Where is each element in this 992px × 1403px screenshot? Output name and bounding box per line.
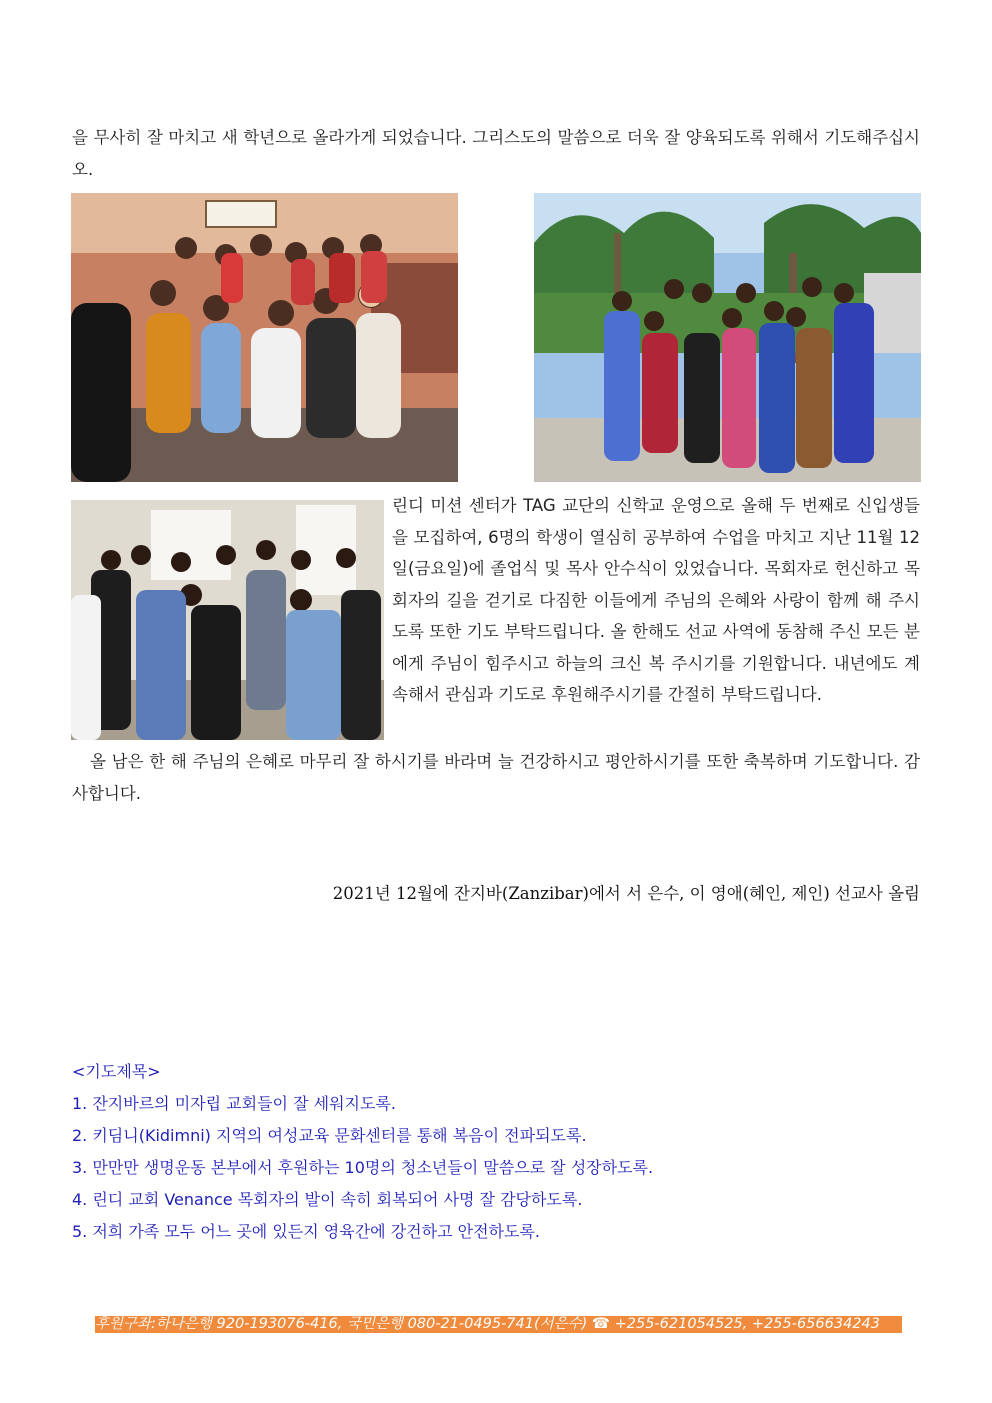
prayer-item: 4. 린디 교회 Venance 목회자의 발이 속히 회복되어 사명 잘 감당하도록. xyxy=(72,1190,583,1209)
photo-ordination-prayer xyxy=(71,500,384,740)
prayer-item: 5. 저희 가족 모두 어느 곳에 있든지 영육간에 강건하고 안전하도록. xyxy=(72,1222,540,1241)
paragraph-seminary: 린디 미션 센터가 TAG 교단의 신학교 운영으로 올해 두 번째로 신입생들을 모집하여, 6명의 학생이 열심히 공부하여 수업을 마치고 지난 11월 12일(금요일)에 졸업식 및 목사 안수식이 있었습니다. 목회자로 헌신하고 목회자의 길을 걷기로 다짐한 이들에게 주님의 은혜와 사랑이 함께 해 주시도록 또한 기도 부탁드립니다. 올 한해도 선교 사역에 동참해 주신 모든 분에게 주님이 힘주시고 하늘의 크신 복 주시기를 기원합니다. 내년에도 계속해서 관심과 기도로 후원해주시기를 간절히 부탁드립니다. xyxy=(392,496,920,704)
photo-women-group xyxy=(71,193,458,482)
paragraph-closing: 올 남은 한 해 주님의 은혜로 마무리 잘 하시기를 바라며 늘 건강하시고 평안하시기를 또한 축복하며 기도합니다. 감사합니다. xyxy=(72,752,920,803)
paragraph-intro: 을 무사히 잘 마치고 새 학년으로 올라가게 되었습니다. 그리스도의 말씀으로 더욱 잘 양육되도록 위해서 기도해주십시오. xyxy=(72,128,920,179)
prayer-item: 3. 만만만 생명운동 본부에서 후원하는 10명의 청소년들이 말씀으로 잘 성장하도록. xyxy=(72,1158,654,1177)
donation-info-banner: 후원구좌:하나은행 920-193076-416, 국민은행 080-21-0495-741(서은수) ☎ +255-621054525, +255-656634243 xyxy=(95,1316,902,1333)
signature-line: 2021년 12월에 잔지바(Zanzibar)에서 서 은수, 이 영애(혜인, 제인) 선교사 올림 xyxy=(332,884,920,903)
photo-outdoor-group xyxy=(534,193,921,482)
prayer-item: 1. 잔지바르의 미자립 교회들이 잘 세워지도록. xyxy=(72,1094,396,1113)
prayer-heading: <기도제목> xyxy=(72,1062,161,1081)
prayer-item: 2. 키딤니(Kidimni) 지역의 여성교육 문화센터를 통해 복음이 전파되도록. xyxy=(72,1126,587,1145)
prayer-list xyxy=(72,1056,653,1248)
